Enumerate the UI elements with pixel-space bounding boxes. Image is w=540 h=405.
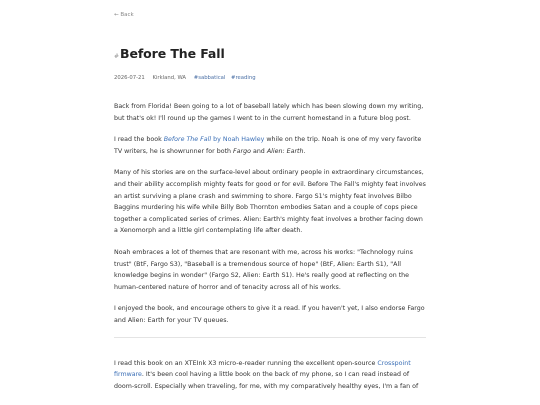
post-title: Before The Fall <box>120 46 225 61</box>
paragraph-recommend: I enjoyed the book, and encourage others to give it a read. If you haven't yet, I also endorse Fargo and Alien: Earth for your TV queues. <box>114 305 425 324</box>
title-hash-icon: # <box>114 53 120 60</box>
post-body <box>114 101 426 402</box>
tag-reading[interactable]: #reading <box>231 75 256 81</box>
paragraph-stories: Many of his stories are on the surface-level about ordinary people in extraordinary circumstances, and their ability accomplish mighty feats for good or for evil. Before The Fall's mighty feat involves an artist surviving a plane crash and swimming to shore. Fargo S1's mighty feat involves Bilbo Baggins murdering his wife while Billy Bob Thornton embodies Satan and a couple of cops piece together a complicated series of crimes. Alien: Earth's mighty feat involves a brother facing down a Xenomorph and a little girl contemplating life after death. <box>114 169 426 235</box>
paragraph-ereader: I read this book on an XTEInk X3 micro-e-reader running the excellent open-source Crosspoint firmware. It's been cool having a little book on the back of my phone, so I can read instead of doom-scroll. Especially when traveling, for me, with my comparatively healthy eyes, I'm a fan of <box>114 359 419 390</box>
paragraph-themes: Noah embraces a lot of themes that are resonant with me, across his works: "Technology ruins trust" (BtF, Fargo S3), "Baseball is a tremendous source of hope" (BtF, Alien: Earth S1), "All knowledge begins in wonder" (Fargo S2, Alien: Earth S1). He's really good at reflecting on the human-centered nature of horror and of tenacity across all of his works. <box>114 248 413 291</box>
paragraph-book: I read the book Before The Fall by Noah Hawley while on the trip. Noah is one of my very favorite TV writers, he is showrunner for both Fargo and Alien: Earth. <box>114 136 422 155</box>
post-location: Kirkland, WA <box>152 75 187 81</box>
post-header <box>114 46 225 61</box>
show-fargo: Fargo <box>233 147 251 155</box>
post-date: 2026-07-21 <box>114 75 145 81</box>
show-alien-earth: Alien: Earth <box>266 147 304 155</box>
tag-sabbatical[interactable]: #sabbatical <box>193 75 226 81</box>
back-link[interactable]: ← Back <box>114 12 134 18</box>
section-divider <box>114 337 426 338</box>
paragraph-intro: Back from Florida! Been going to a lot of baseball lately which has been slowing down my writing, but that's ok! I'll round up the games I went to in the current homestand in a future blog post. <box>114 103 424 122</box>
post-meta <box>114 75 260 81</box>
book-title-link[interactable]: Before The Fall by Noah Hawley <box>163 136 265 144</box>
crosspoint-firmware-link[interactable]: Crosspoint firmware <box>114 359 411 379</box>
